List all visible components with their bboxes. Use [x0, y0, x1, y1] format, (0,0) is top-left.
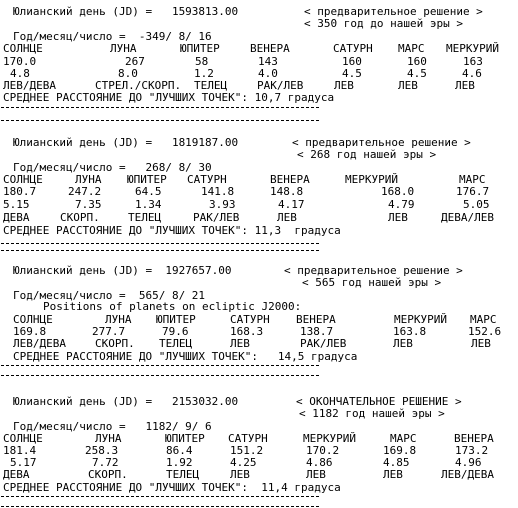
- column-header: САТУРН: [230, 313, 270, 326]
- ecliptic-note: Positions of planets on ecliptic J2000:: [43, 300, 302, 313]
- zodiac-sign: ЛЕВ: [455, 79, 475, 92]
- position-value: 181.4: [3, 444, 37, 457]
- position-value: 168.3: [230, 325, 264, 338]
- zodiac-sign: ДЕВА: [3, 211, 30, 224]
- error-value: 4.85: [383, 456, 410, 469]
- column-header: МЕРКУРИЙ: [345, 173, 398, 186]
- column-header: ЛУНА: [75, 173, 102, 186]
- separator-line: [1, 506, 319, 507]
- error-value: 3.93: [209, 198, 236, 211]
- zodiac-sign: ЛЕВ/ДЕВА: [441, 468, 494, 481]
- era-year-label: < 1182 год нашей эры >: [299, 407, 445, 420]
- column-header: СОЛНЦЕ: [3, 432, 43, 445]
- separator-line: [1, 107, 319, 108]
- separator-line: [1, 496, 319, 497]
- julian-day-line: Юлианский день (JD) = 1593813.00: [13, 5, 239, 18]
- position-value: 79.6: [162, 325, 189, 338]
- error-value: 7.72: [92, 456, 119, 469]
- separator-line: [1, 243, 319, 244]
- zodiac-sign: ТЕЛЕЦ: [194, 79, 228, 92]
- mean-distance-summary: СРЕДНЕЕ РАССТОЯНИЕ ДО "ЛУЧШИХ ТОЧЕК": 11,3 градуса: [3, 224, 341, 237]
- zodiac-sign: ЛЕВ: [277, 211, 297, 224]
- position-value: 86.4: [166, 444, 193, 457]
- position-value: 169.8: [13, 325, 47, 338]
- era-year-label: < 350 год до нашей эры >: [304, 17, 463, 30]
- separator-line: [1, 120, 319, 121]
- position-value: 247.2: [68, 185, 102, 198]
- zodiac-sign: ЛЕВ: [393, 337, 413, 350]
- column-header: ЮПИТЕР: [165, 432, 205, 445]
- position-value: 258.3: [85, 444, 119, 457]
- zodiac-sign: ЛЕВ: [398, 79, 418, 92]
- column-header: ЮПИТЕР: [156, 313, 196, 326]
- position-value: 160: [407, 55, 427, 68]
- column-header: ВЕНЕРА: [454, 432, 494, 445]
- julian-day-line: Юлианский день (JD) = 1819187.00: [13, 136, 239, 149]
- separator-line: [1, 365, 319, 366]
- position-value: 163.8: [393, 325, 427, 338]
- position-value: 176.7: [456, 185, 490, 198]
- error-value: 4.79: [388, 198, 415, 211]
- column-header: ЛУНА: [105, 313, 132, 326]
- zodiac-sign: СКОРП.: [60, 211, 100, 224]
- error-value: 4.8: [10, 67, 30, 80]
- position-value: 64.5: [135, 185, 162, 198]
- error-value: 1.92: [166, 456, 193, 469]
- column-header: МЕРКУРИЙ: [303, 432, 356, 445]
- zodiac-sign: ЛЕВ: [306, 468, 326, 481]
- position-value: 58: [195, 55, 209, 68]
- solution-status: < предварительное решение >: [304, 5, 483, 18]
- error-value: 4.5: [342, 67, 362, 80]
- error-value: 4.0: [258, 67, 278, 80]
- zodiac-sign: ТЕЛЕЦ: [159, 337, 193, 350]
- era-year-label: < 565 год нашей эры >: [302, 276, 442, 289]
- zodiac-sign: ЛЕВ: [230, 337, 250, 350]
- column-header: МАРС: [459, 173, 486, 186]
- solution-status: < ОКОНЧАТЕЛЬНОЕ РЕШЕНИЕ >: [296, 395, 462, 408]
- error-value: 1.2: [194, 67, 214, 80]
- column-header: ЮПИТЕР: [180, 42, 220, 55]
- column-header: САТУРН: [333, 42, 373, 55]
- position-value: 180.7: [3, 185, 37, 198]
- zodiac-sign: СТРЕЛ./СКОРП.: [95, 79, 182, 92]
- separator-line: [1, 375, 319, 376]
- position-value: 151.2: [230, 444, 264, 457]
- position-value: 148.8: [270, 185, 304, 198]
- position-value: 143: [258, 55, 278, 68]
- julian-day-line: Юлианский день (JD) = 1927657.00: [13, 264, 232, 277]
- julian-day-line: Юлианский день (JD) = 2153032.00: [13, 395, 239, 408]
- zodiac-sign: ЛЕВ/ДЕВА: [3, 79, 56, 92]
- error-value: 5.15: [3, 198, 30, 211]
- zodiac-sign: СКОРП.: [95, 337, 135, 350]
- separator-line: [1, 250, 319, 251]
- zodiac-sign: ТЕЛЕЦ: [166, 468, 200, 481]
- position-value: 173.2: [455, 444, 489, 457]
- position-value: 152.6: [468, 325, 502, 338]
- column-header: ВЕНЕРА: [296, 313, 336, 326]
- solution-status: < предварительное решение >: [292, 136, 471, 149]
- error-value: 4.5: [407, 67, 427, 80]
- position-value: 141.8: [201, 185, 235, 198]
- mean-distance-summary: СРЕДНЕЕ РАССТОЯНИЕ ДО "ЛУЧШИХ ТОЧЕК": 10,7 градуса: [3, 91, 335, 104]
- zodiac-sign: ЛЕВ: [471, 337, 491, 350]
- column-header: СОЛНЦЕ: [3, 173, 43, 186]
- error-value: 8.0: [118, 67, 138, 80]
- column-header: СОЛНЦЕ: [3, 42, 43, 55]
- column-header: ЛУНА: [110, 42, 137, 55]
- position-value: 163: [463, 55, 483, 68]
- position-value: 170.0: [3, 55, 37, 68]
- error-value: 4.6: [462, 67, 482, 80]
- zodiac-sign: ДЕВА: [3, 468, 30, 481]
- column-header: СОЛНЦЕ: [13, 313, 53, 326]
- position-value: 168.0: [381, 185, 415, 198]
- zodiac-sign: ЛЕВ: [230, 468, 250, 481]
- date-line: Год/месяц/число = 565/ 8/ 21: [13, 289, 206, 302]
- position-value: 170.2: [306, 444, 340, 457]
- column-header: МЕРКУРИЙ: [394, 313, 447, 326]
- position-value: 169.8: [383, 444, 417, 457]
- column-header: МАРС: [470, 313, 497, 326]
- position-value: 138.7: [300, 325, 334, 338]
- zodiac-sign: ЛЕВ: [334, 79, 354, 92]
- error-value: 4.17: [278, 198, 305, 211]
- zodiac-sign: ЛЕВ/ДЕВА: [13, 337, 66, 350]
- mean-distance-summary: СРЕДНЕЕ РАССТОЯНИЕ ДО "ЛУЧШИХ ТОЧЕК": 14,5 градуса: [13, 350, 358, 363]
- zodiac-sign: ЛЕВ: [388, 211, 408, 224]
- column-header: ВЕНЕРА: [250, 42, 290, 55]
- column-header: ВЕНЕРА: [270, 173, 310, 186]
- error-value: 4.96: [455, 456, 482, 469]
- error-value: 5.05: [463, 198, 490, 211]
- column-header: САТУРН: [228, 432, 268, 445]
- zodiac-sign: РАК/ЛЕВ: [257, 79, 304, 92]
- position-value: 160: [342, 55, 362, 68]
- position-value: 277.7: [92, 325, 126, 338]
- column-header: МЕРКУРИЙ: [446, 42, 499, 55]
- column-header: САТУРН: [187, 173, 227, 186]
- solution-status: < предварительное решение >: [284, 264, 463, 277]
- error-value: 1.34: [135, 198, 162, 211]
- error-value: 5.17: [10, 456, 37, 469]
- position-value: 267: [125, 55, 145, 68]
- zodiac-sign: РАК/ЛЕВ: [300, 337, 347, 350]
- column-header: ЛУНА: [95, 432, 122, 445]
- mean-distance-summary: СРЕДНЕЕ РАССТОЯНИЕ ДО "ЛУЧШИХ ТОЧЕК": 11,4 градуса: [3, 481, 341, 494]
- column-header: МАРС: [390, 432, 417, 445]
- column-header: ЮПИТЕР: [127, 173, 167, 186]
- date-line: Год/месяц/число = 1182/ 9/ 6: [13, 420, 212, 433]
- zodiac-sign: РАК/ЛЕВ: [193, 211, 240, 224]
- zodiac-sign: СКОРП.: [88, 468, 128, 481]
- date-line: Год/месяц/число = -349/ 8/ 16: [13, 30, 212, 43]
- error-value: 4.86: [306, 456, 333, 469]
- zodiac-sign: ЛЕВ: [383, 468, 403, 481]
- era-year-label: < 268 год нашей эры >: [297, 148, 437, 161]
- error-value: 7.35: [75, 198, 102, 211]
- date-line: Год/месяц/число = 268/ 8/ 30: [13, 161, 212, 174]
- zodiac-sign: ДЕВА/ЛЕВ: [441, 211, 494, 224]
- column-header: МАРС: [398, 42, 425, 55]
- error-value: 4.25: [230, 456, 257, 469]
- zodiac-sign: ТЕЛЕЦ: [128, 211, 162, 224]
